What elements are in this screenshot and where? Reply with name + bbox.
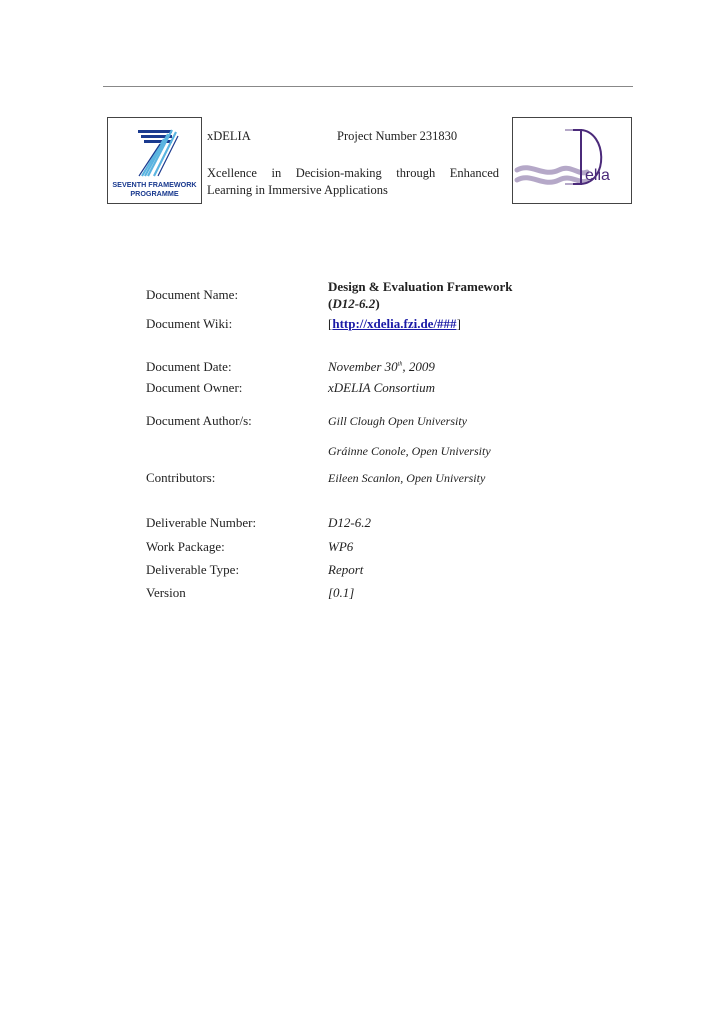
fp7-logo-graphic [108,118,201,203]
doc-date-year: , 2009 [402,359,435,374]
deliverable-type-value: Report [328,562,364,577]
doc-date-suffix: th [397,361,403,368]
doc-name-value-line2 [328,296,380,312]
doc-wiki-close-bracket: ] [456,316,461,331]
doc-wiki-open-bracket: [ [328,316,333,331]
version-value: [0.1] [328,585,355,600]
doc-name-open-paren: ( [328,296,333,311]
doc-date-value [328,359,435,375]
deliverable-number-value: D12-6.2 [328,515,371,530]
project-number: Project Number 231830 [337,129,458,143]
doc-author-2: Gráinne Conole, Open University [328,444,491,458]
doc-author-1: Gill Clough Open University [328,414,467,428]
xdelia-logo-text: elia [585,167,610,184]
top-rule [103,86,633,87]
doc-owner-value: xDELIA Consortium [328,380,436,395]
doc-name-label: Document Name: [146,287,239,302]
fp7-logo-line1: SEVENTH FRAMEWORK [112,180,197,189]
work-package-label: Work Package: [146,539,225,554]
doc-date-label: Document Date: [146,359,232,374]
work-package-value: WP6 [328,539,354,554]
doc-name-value-line1: Design & Evaluation Framework [328,279,513,294]
version-label: Version [146,585,186,600]
xdelia-logo [512,117,632,204]
deliverable-type-label: Deliverable Type: [146,562,240,577]
doc-name-close-paren: ) [375,296,380,311]
header-line1 [207,129,502,144]
doc-wiki-link[interactable]: http://xdelia.fzi.de/### [332,316,457,331]
project-short-name: xDELIA [207,129,251,143]
doc-wiki-label: Document Wiki: [146,316,233,331]
contributors-value: Eileen Scanlon, Open University [328,471,486,485]
doc-name-code: D12-6.2 [332,296,376,311]
doc-authors-label: Document Author/s: [146,413,252,428]
contributors-label: Contributors: [146,470,216,485]
project-full-name: Xcellence in Decision-making through Enhanced Learning in Immersive Applications [207,166,499,197]
doc-owner-label: Document Owner: [146,380,243,395]
fp7-logo [107,117,202,204]
doc-wiki-value [328,316,461,332]
fp7-logo-line2: PROGRAMME [130,189,179,198]
header [107,117,632,204]
doc-date-main: November 30 [328,359,398,374]
xdelia-logo-graphic [513,118,631,203]
deliverable-number-label: Deliverable Number: [146,515,257,530]
